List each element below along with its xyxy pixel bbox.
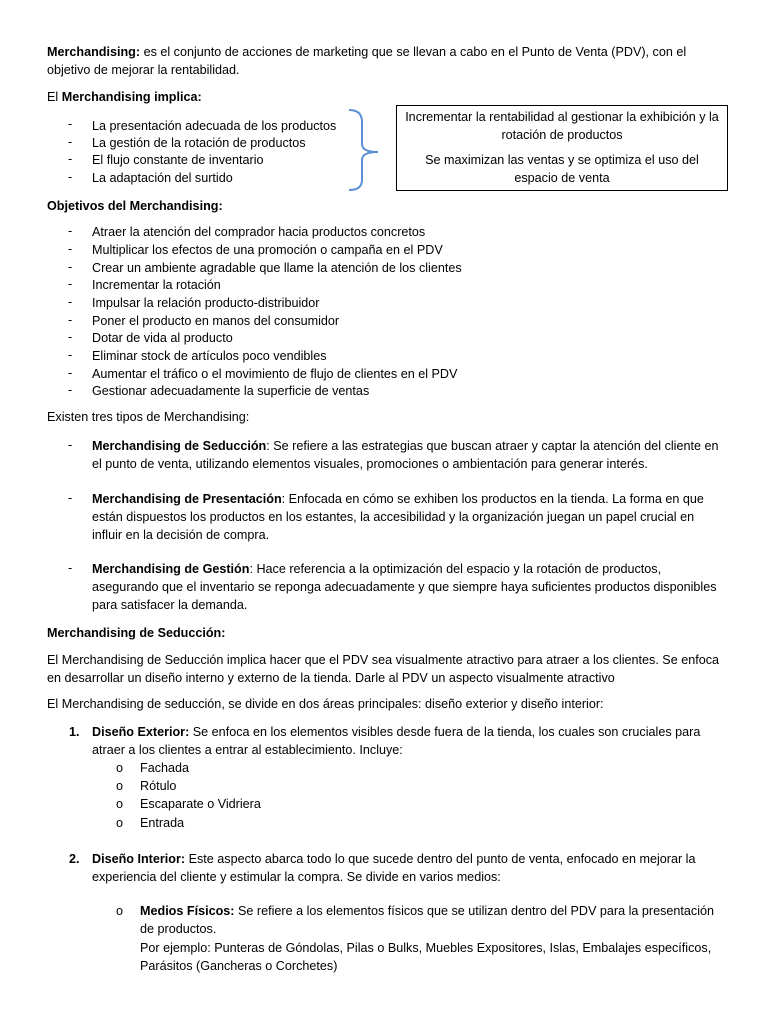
bullet-dash: - [68,224,73,238]
objetivo-item: Eliminar stock de artículos poco vendibles [92,349,327,363]
bullet-dash: - [68,260,73,274]
circle-bullet: o [116,816,124,830]
exterior-name: Diseño Exterior: [92,725,190,739]
implica-prefix: El [47,90,62,104]
intro-term: Merchandising: [47,45,141,59]
seduccion-paragraph-1: El Merchandising de Seducción implica hacer que el PDV sea visualmente atractivo para atraer a los clientes. Se enfoca en desarrollar un diseño interno y externo de la tienda. Darle al PDV un aspecto visualmente atractivo [47,653,720,685]
implica-heading [47,88,202,106]
interior-number: 2. [69,852,80,866]
bullet-dash: - [68,170,73,184]
exterior-number: 1. [69,725,80,739]
summary-line-2: Se maximizan las ventas y se optimiza el uso del espacio de venta [425,153,699,185]
exterior-text: Se enfoca en los elementos visibles desde fuera de la tienda, los cuales son cruciales para atraer a los clientes a entrar al establecimiento. Incluye: [92,725,701,757]
objetivo-item: Poner el producto en manos del consumidor [92,314,340,328]
objetivo-item: Crear un ambiente agradable que llame la atención de los clientes [92,261,462,275]
objetivo-item: Dotar de vida al producto [92,331,233,345]
bullet-dash: - [68,277,73,291]
tipo-text: : Enfocada en cómo se exhiben los productos en la tienda. La forma en que están dispuestos los productos en los estantes, la accesibilidad y la organización juegan un papel crucial en influir en la decisión de compra. [92,492,704,542]
tipo-name: Merchandising de Gestión [92,562,250,576]
tipo-item-gestion [92,560,722,614]
bullet-dash: - [68,242,73,256]
exterior-item: Fachada [140,761,190,775]
bullet-dash: - [68,295,73,309]
exterior-item: Rótulo [140,779,177,793]
implica-item: La presentación adecuada de los productos [92,119,337,133]
tipo-text: : Se refiere a las estrategias que buscan atraer y captar la atención del cliente en el punto de venta, utilizando elementos visuales, promociones o ambientación para generar interés. [92,439,719,471]
tipo-item-presentacion [92,490,722,544]
objetivo-item: Gestionar adecuadamente la superficie de ventas [92,384,370,398]
exterior-item: Entrada [140,816,185,830]
bullet-dash: - [68,330,73,344]
bullet-dash: - [68,491,73,505]
bullet-dash: - [68,152,73,166]
interior-text: Este aspecto abarca todo lo que sucede dentro del punto de venta, enfocado en mejorar la experiencia del cliente y estimular la compra. Se divide en varios medios: [92,852,696,884]
medios-fisicos-paragraph [140,902,724,938]
summary-box [396,105,728,191]
objetivo-item: Incrementar la rotación [92,278,221,292]
tipo-text: : Hace referencia a la optimización del espacio y la rotación de productos, asegurando que el inventario se reponga adecuadamente y que siempre haya suficientes productos disponibles para satisfacer la demanda. [92,562,717,612]
medios-name: Medios Físicos: [140,904,235,918]
bullet-dash: - [68,313,73,327]
curly-brace-icon [344,108,384,192]
intro-definition: es el conjunto de acciones de marketing que se llevan a cabo en el Punto de Venta (PDV), con el objetivo de mejorar la rentabilidad. [47,45,687,77]
seduccion-title: Merchandising de Seducción: [47,626,226,640]
bullet-dash: - [68,348,73,362]
objetivo-item: Multiplicar los efectos de una promoción o campaña en el PDV [92,243,443,257]
implica-bold: Merchandising implica: [61,90,202,104]
exterior-paragraph [92,723,722,759]
interior-paragraph [92,850,722,886]
seduccion-heading [47,624,225,642]
tipo-item-seduccion [92,437,722,473]
circle-bullet: o [116,761,124,775]
circle-bullet: o [116,797,124,811]
medios-example: Por ejemplo: Punteras de Góndolas, Pilas o Bulks, Muebles Expositores, Islas, Embalajes específicos, Parásitos (Gancheras o Corchetes) [140,941,712,973]
bullet-dash: - [68,561,73,575]
objetivo-item: Impulsar la relación producto-distribuidor [92,296,320,310]
circle-bullet: o [116,904,124,918]
objetivos-title: Objetivos del Merchandising: [47,199,223,213]
implica-item: El flujo constante de inventario [92,153,264,167]
bullet-dash: - [68,117,73,131]
summary-line-1: Incrementar la rentabilidad al gestionar la exhibición y la rotación de productos [405,110,719,142]
seduccion-paragraph-2: El Merchandising de seducción, se divide en dos áreas principales: diseño exterior y diseño interior: [47,697,604,711]
implica-item: La adaptación del surtido [92,171,233,185]
intro-paragraph [47,43,723,79]
objetivo-item: Atraer la atención del comprador hacia productos concretos [92,225,426,239]
tipo-name: Merchandising de Seducción [92,439,267,453]
medios-text: Se refiere a los elementos físicos que se utilizan dentro del PDV para la presentación de productos. [140,904,715,936]
tipo-name: Merchandising de Presentación [92,492,282,506]
circle-bullet: o [116,779,124,793]
interior-name: Diseño Interior: [92,852,186,866]
bullet-dash: - [68,135,73,149]
objetivos-heading [47,197,223,215]
objetivo-item: Aumentar el tráfico o el movimiento de flujo de clientes en el PDV [92,367,458,381]
bullet-dash: - [68,438,73,452]
bullet-dash: - [68,366,73,380]
bullet-dash: - [68,383,73,397]
exterior-item: Escaparate o Vidriera [140,797,261,811]
tipos-intro: Existen tres tipos de Merchandising: [47,410,250,424]
implica-item: La gestión de la rotación de productos [92,136,306,150]
